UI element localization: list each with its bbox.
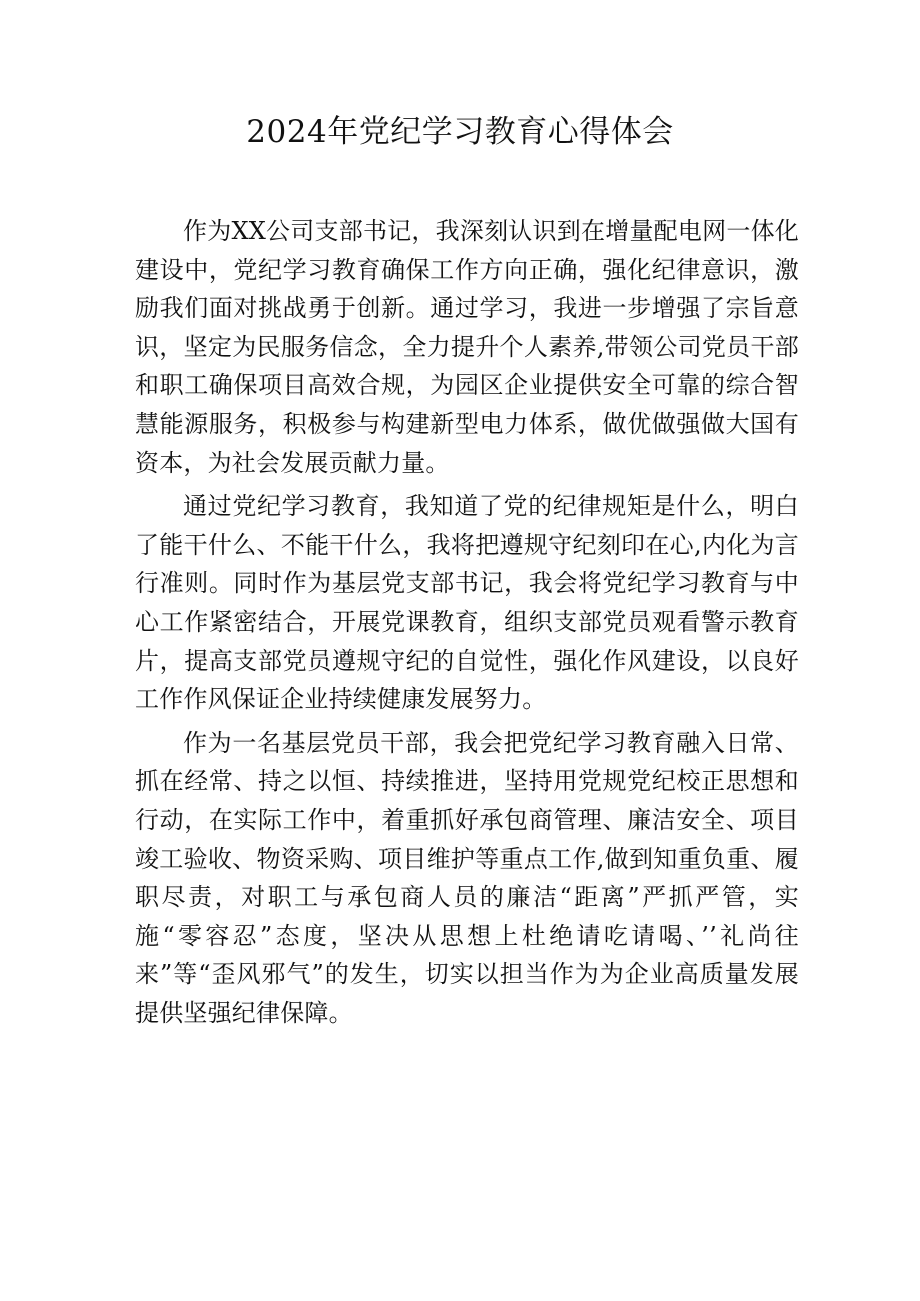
paragraph-1: 作为XX公司支部书记，我深刻认识到在增量配电网一体化建设中，党纪学习教育确保工作方向正确，强化纪律意识，激励我们面对挑战勇于创新。通过学习，我进一步增强了宗旨意识，坚定为民服务信念，全力提升个人素养,带领公司党员干部和职工确保项目高效合规，为园区企业提供安全可靠的综合智慧能源服务，积极参与构建新型电力体系，做优做强做大国有资本，为社会发展贡献力量。 [135, 217, 799, 477]
paragraph-2: 通过党纪学习教育，我知道了党的纪律规矩是什么，明白了能干什么、不能干什么，我将把遵规守纪刻印在心,内化为言行准则。同时作为基层党支部书记，我会将党纪学习教育与中心工作紧密结合，开展党课教育，组织支部党员观看警示教育片，提高支部党员遵规守纪的自觉性，强化作风建设，以良好工作作风保证企业持续健康发展努力。 [135, 492, 799, 714]
document-body [135, 212, 799, 1032]
document-title: 2024年党纪学习教育心得体会 [246, 114, 674, 150]
paragraph-3: 作为一名基层党员干部，我会把党纪学习教育融入日常、抓在经常、持之以恒、持续推进，坚持用党规党纪校正思想和行动，在实际工作中，着重抓好承包商管理、廉洁安全、项目竣工验收、物资采购、项目维护等重点工作,做到知重负重、履职尽责，对职工与承包商人员的廉洁“距离”严抓严管，实施“零容忍”态度，坚决从思想上杜绝请吃请喝、’’礼尚往来”等“歪风邪气”的发生，切实以担当作为为企业高质量发展提供坚强纪律保障。 [135, 728, 799, 1027]
